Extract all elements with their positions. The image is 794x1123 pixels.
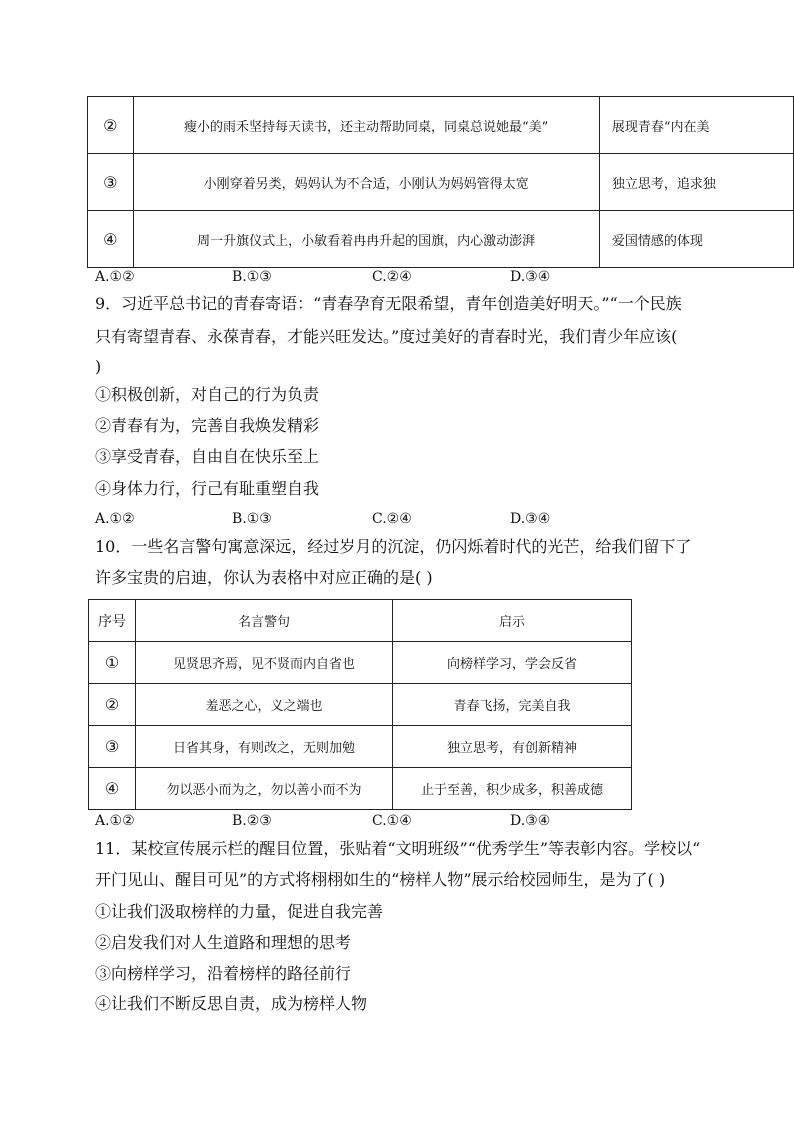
q8-option-a[interactable]: A.①② — [95, 269, 135, 285]
quote-cell: 见贤思齐焉，见不贤而内自省也 — [136, 642, 393, 684]
q9-item: ③享受青春，自由自在快乐至上 — [95, 447, 320, 466]
q10-stem-line: 10．一些名言警句寓意深远，经过岁月的沉淀，仍闪烁着时代的光芒，给我们留下了 — [95, 537, 692, 556]
insight-cell: 青春飞扬，完美自我 — [393, 684, 632, 726]
q11-item: ①让我们汲取榜样的力量，促进自我完善 — [95, 902, 384, 921]
row-number: ③ — [88, 154, 134, 211]
q10-option-b[interactable]: B.②③ — [232, 813, 272, 829]
q9-item: ②青春有为，完善自我焕发精彩 — [95, 416, 320, 435]
row-content: 瘦小的雨禾坚持每天读书，还主动帮助同桌，同桌总说她最“美” — [133, 97, 599, 154]
insight-cell: 向榜样学习，学会反省 — [393, 642, 632, 684]
q11-stem-line: 11．某校宣传展示栏的醒目位置，张贴着“文明班级”“优秀学生”等表彰内容。学校以“ — [95, 839, 701, 858]
insight-cell: 独立思考，有创新精神 — [393, 726, 632, 768]
q11-item: ②启发我们对人生道路和理想的思考 — [95, 933, 352, 952]
column-header: 名言警句 — [136, 600, 393, 642]
table-row — [88, 97, 794, 154]
q9-option-a[interactable]: A.①② — [95, 511, 135, 527]
quote-cell: 羞恶之心，义之端也 — [136, 684, 393, 726]
table-row — [88, 211, 794, 268]
row-meaning: 独立思考，追求独 — [599, 154, 793, 211]
q11-item: ③向榜样学习，沿着榜样的路径前行 — [95, 964, 352, 983]
row-number: ① — [89, 642, 136, 684]
q8-option-c[interactable]: C.②④ — [372, 269, 412, 285]
q10-option-a[interactable]: A.①② — [95, 813, 135, 829]
row-meaning: 爱国情感的体现 — [599, 211, 793, 268]
q8-option-b[interactable]: B.①③ — [232, 269, 272, 285]
row-content: 小刚穿着另类，妈妈认为不合适，小刚认为妈妈管得太宽 — [133, 154, 599, 211]
row-number: ④ — [88, 211, 134, 268]
q9-option-b[interactable]: B.①③ — [232, 511, 272, 527]
q9-stem-line: ) — [95, 357, 102, 376]
row-number: ③ — [89, 726, 136, 768]
quotes-table — [88, 599, 632, 810]
q8-option-d[interactable]: D.③④ — [510, 269, 551, 285]
row-number: ④ — [89, 768, 136, 810]
q11-stem-line: 开门见山、醒目可见”的方式将栩栩如生的“榜样人物”展示给校园师生，是为了( ) — [95, 870, 666, 889]
table-row — [88, 154, 794, 211]
row-content: 周一升旗仪式上，小敏看着冉冉升起的国旗，内心激动澎湃 — [133, 211, 599, 268]
q9-stem-line: 9．习近平总书记的青春寄语：“青春孕育无限希望，青年创造美好明天。”“一个民族 — [95, 294, 682, 313]
q9-option-c[interactable]: C.②④ — [372, 511, 412, 527]
table-row — [89, 684, 632, 726]
row-meaning: 展现青春“内在美 — [599, 97, 793, 154]
row-number: ② — [88, 97, 134, 154]
q9-item: ④身体力行，行己有耻重塑自我 — [95, 479, 320, 498]
table-row — [89, 768, 632, 810]
insight-cell: 止于至善，积少成多，积善成德 — [393, 768, 632, 810]
q10-option-d[interactable]: D.③④ — [510, 813, 551, 829]
q9-option-d[interactable]: D.③④ — [510, 511, 551, 527]
table-row — [89, 726, 632, 768]
q10-stem-line: 许多宝贵的启迪，你认为表格中对应正确的是( ) — [95, 568, 433, 587]
table-header-row — [89, 600, 632, 642]
continued-table — [87, 96, 794, 268]
quote-cell: 日省其身，有则改之，无则加勉 — [136, 726, 393, 768]
q10-option-c[interactable]: C.①④ — [372, 813, 412, 829]
column-header: 序号 — [89, 600, 136, 642]
q9-stem-line: 只有寄望青春、永葆青春，才能兴旺发达。”度过美好的青春时光，我们青少年应该( — [95, 327, 678, 346]
table-row — [89, 642, 632, 684]
column-header: 启示 — [393, 600, 632, 642]
q9-item: ①积极创新，对自己的行为负责 — [95, 385, 320, 404]
q11-item: ④让我们不断反思自责，成为榜样人物 — [95, 994, 368, 1013]
quote-cell: 勿以恶小而为之，勿以善小而不为 — [136, 768, 393, 810]
row-number: ② — [89, 684, 136, 726]
